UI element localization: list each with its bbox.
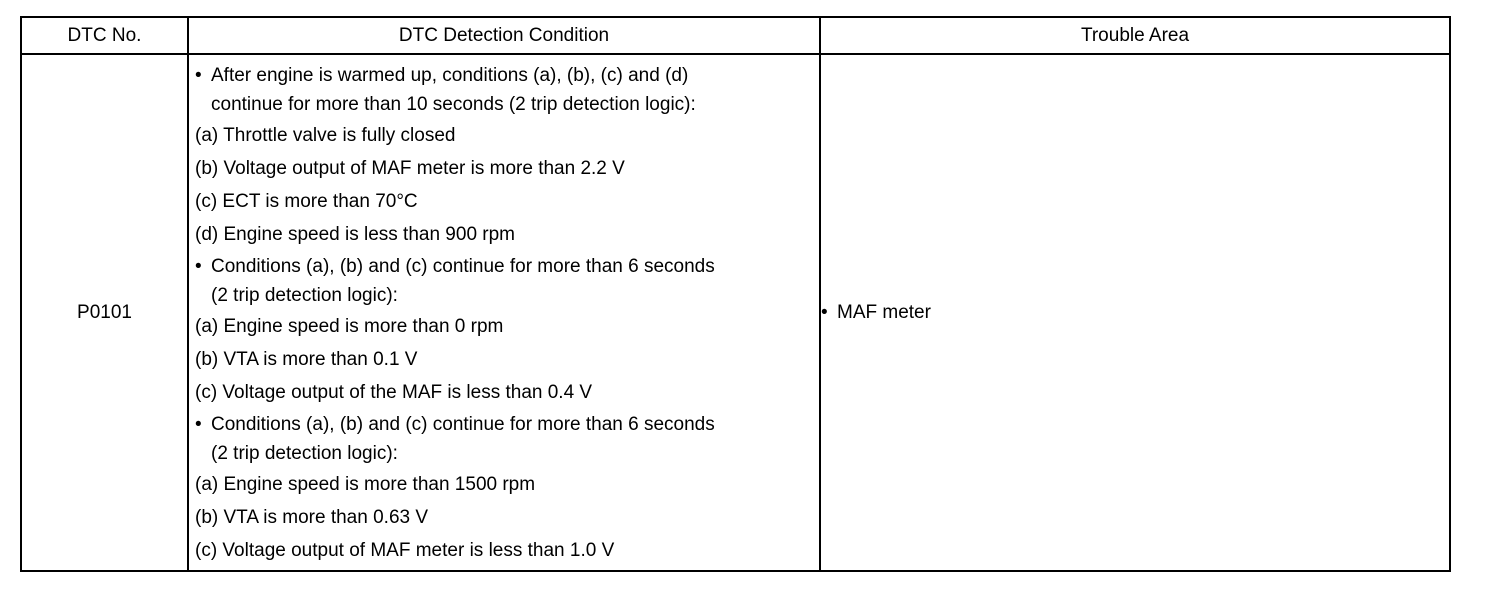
condition-text: (c) Voltage output of the MAF is less than 0.4 V xyxy=(195,382,593,403)
condition-text: (a) Throttle valve is fully closed xyxy=(195,125,456,146)
condition-list xyxy=(189,56,819,569)
bullet-icon: • xyxy=(195,414,202,435)
dtc-table xyxy=(20,16,1451,572)
condition-text: (b) VTA is more than 0.1 V xyxy=(195,349,418,370)
condition-sub-line xyxy=(195,310,819,343)
header-row xyxy=(21,17,1450,54)
condition-sub-line xyxy=(195,218,819,251)
bullet-icon: • xyxy=(195,65,202,86)
detection-condition-cell xyxy=(188,54,820,571)
header-dtc-no: DTC No. xyxy=(21,17,188,54)
trouble-area-cell xyxy=(820,54,1450,571)
condition-text: After engine is warmed up, conditions (a), (b), (c) and (d) xyxy=(211,65,689,86)
condition-sub-line xyxy=(195,534,819,567)
condition-bullet-line xyxy=(195,60,819,91)
bullet-icon: • xyxy=(195,256,202,277)
condition-continuation-line xyxy=(195,440,819,468)
condition-bullet-line xyxy=(195,251,819,282)
condition-text: (b) Voltage output of MAF meter is more than 2.2 V xyxy=(195,158,625,179)
condition-bullet-line xyxy=(195,409,819,440)
condition-text: (b) VTA is more than 0.63 V xyxy=(195,507,429,528)
condition-sub-line xyxy=(195,501,819,534)
condition-continuation-line xyxy=(195,282,819,310)
condition-sub-line xyxy=(195,152,819,185)
condition-text: (a) Engine speed is more than 0 rpm xyxy=(195,316,504,337)
condition-text: Conditions (a), (b) and (c) continue for more than 6 seconds xyxy=(211,256,715,277)
condition-sub-line xyxy=(195,376,819,409)
condition-text: (a) Engine speed is more than 1500 rpm xyxy=(195,474,536,495)
bullet-icon: • xyxy=(821,301,828,323)
condition-text: (c) ECT is more than 70°C xyxy=(195,191,418,212)
condition-continuation-line xyxy=(195,91,819,119)
table-row xyxy=(21,54,1450,571)
condition-sub-line xyxy=(195,185,819,218)
condition-sub-line xyxy=(195,343,819,376)
trouble-area-text: MAF meter xyxy=(837,301,931,323)
condition-text: (d) Engine speed is less than 900 rpm xyxy=(195,224,516,245)
dtc-code: P0101 xyxy=(21,54,188,571)
condition-sub-line xyxy=(195,119,819,152)
condition-text: Conditions (a), (b) and (c) continue for more than 6 seconds xyxy=(211,414,715,435)
condition-text: (2 trip detection logic): xyxy=(211,443,398,464)
condition-text: continue for more than 10 seconds (2 trip detection logic): xyxy=(211,94,696,115)
condition-text: (2 trip detection logic): xyxy=(211,285,398,306)
header-detection-condition: DTC Detection Condition xyxy=(188,17,820,54)
header-trouble-area: Trouble Area xyxy=(820,17,1450,54)
condition-sub-line xyxy=(195,468,819,501)
condition-text: (c) Voltage output of MAF meter is less than 1.0 V xyxy=(195,540,615,561)
